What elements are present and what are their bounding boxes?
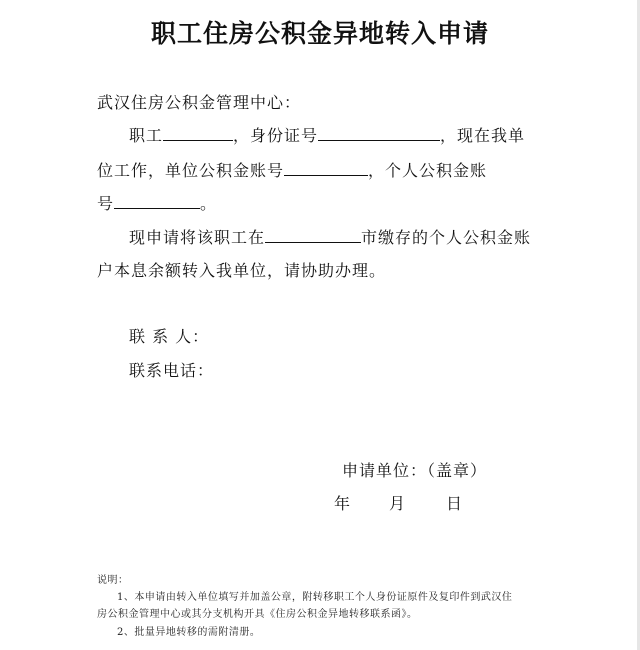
label-unit-account: 位工作，单位公积金账号: [97, 161, 285, 180]
label-number: 号: [97, 194, 115, 213]
contact-phone-label: 联系电话：: [129, 361, 215, 380]
contact-person-label: 联 系 人：: [129, 327, 210, 346]
city-blank: [265, 228, 361, 243]
personal-account-blank: [114, 194, 200, 209]
form-title: 职工住房公积金异地转入申请: [150, 19, 489, 48]
period: 。: [200, 194, 218, 213]
text-request: 现申请将该职工在: [129, 228, 266, 247]
month-label: 月: [389, 494, 407, 513]
text-now-my-unit: ，现在我单: [440, 126, 526, 145]
id-number-blank: [318, 126, 440, 141]
addressee: 武汉住房公积金管理中心：: [97, 93, 302, 112]
label-employee: 职工: [129, 126, 164, 145]
notes-heading: 说明：: [97, 575, 129, 586]
note-1a: 1、本申请由转入单位填写并加盖公章，附转移职工个人身份证原件及复印件到武汉住: [117, 592, 513, 603]
label-id-number: ，身份证号: [233, 126, 319, 145]
applicant-unit-label: 申请单位：（盖章）: [342, 461, 488, 480]
para2-line1: [129, 225, 531, 248]
label-personal-account: ，个人公积金账: [368, 161, 488, 180]
unit-account-blank: [284, 161, 368, 176]
year-label: 年: [334, 494, 352, 513]
para1-line2: [97, 158, 487, 181]
para1-line1: [129, 123, 525, 146]
para2-line2: 户本息余额转入我单位，请协助办理。: [97, 261, 387, 280]
note-2: 2、批量异地转移的需附清册。: [117, 627, 261, 638]
text-city-deposit: 市缴存的个人公积金账: [361, 228, 532, 247]
date-line: [334, 491, 463, 514]
para1-line3: [97, 191, 217, 214]
day-label: 日: [446, 494, 464, 513]
employee-name-blank: [163, 126, 233, 141]
note-1b: 房公积金管理中心或其分支机构开具《住房公积金异地转移联系函》。: [97, 609, 418, 620]
